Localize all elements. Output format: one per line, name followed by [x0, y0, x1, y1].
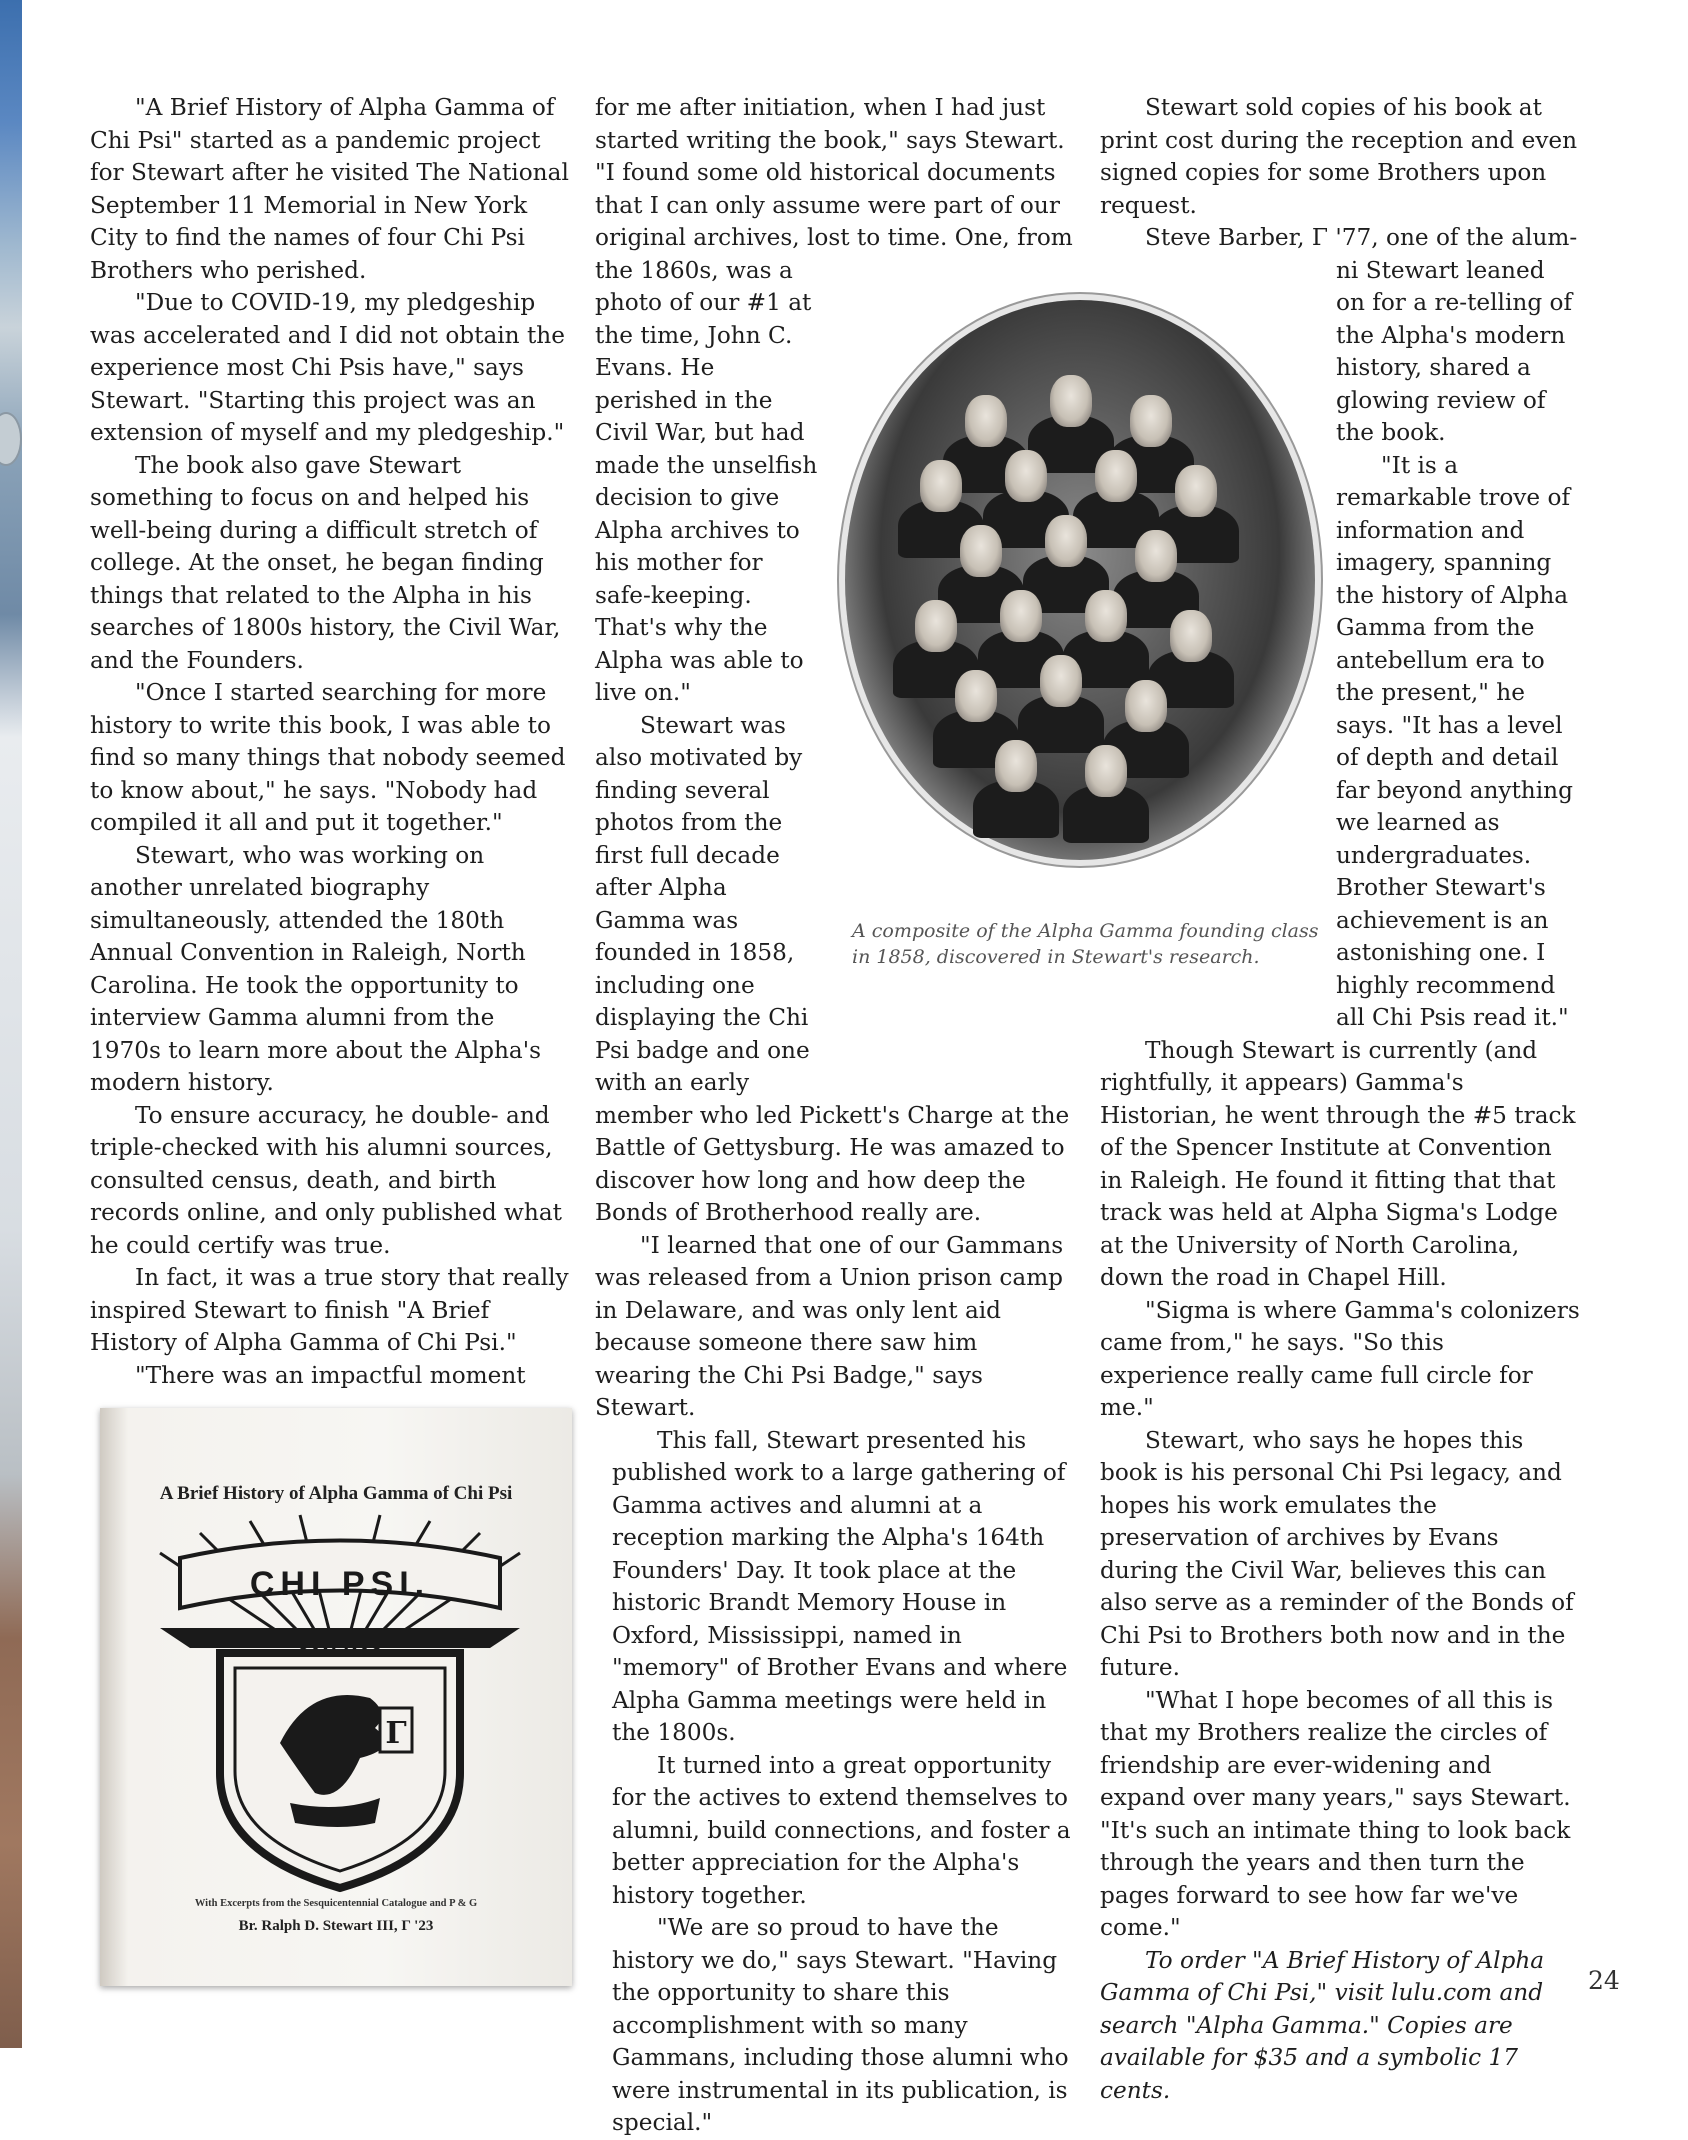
- crest-banner-text: CHI PSI.: [249, 1565, 431, 1603]
- portrait-face: [1175, 465, 1217, 517]
- portrait-face: [1135, 530, 1177, 582]
- portrait-face: [955, 670, 997, 722]
- paragraph: "We are so proud to have the history we do," says Stewart. "Having the opportunity to share this accomplishment with so many Gammans, including those alumni who were instrumental in its publication, is special.": [612, 1914, 1069, 2136]
- paragraph: member who led Pickett's Charge at the Battle of Gettysburg. He was amazed to discover how long and how deep the Bonds of Brotherhood really are.: [595, 1101, 1070, 1226]
- paragraph: In fact, it was a true story that really inspired Stewart to finish "A Brief History of Alpha Gamma of Chi Psi.": [90, 1264, 569, 1356]
- portrait-face: [1170, 610, 1212, 662]
- portrait-face: [1050, 375, 1092, 427]
- paragraph: "Due to COVID-19, my pledgeship was accelerated and I did not obtain the experience most Chi Psis have," says Stewart. "Starting this project was an extension of myself and my pledgeship.": [90, 289, 565, 446]
- portrait-face: [1095, 450, 1137, 502]
- portrait-face: [1040, 655, 1082, 707]
- portrait-face: [915, 600, 957, 652]
- column-1: [90, 92, 570, 1392]
- portrait-face: [1000, 590, 1042, 642]
- photo-caption: A composite of the Alpha Gamma founding class in 1858, discovered in Stewart's research.: [852, 920, 1319, 968]
- book-cover: [100, 1408, 572, 1986]
- svg-text:Γ: Γ: [385, 1716, 407, 1751]
- background-knob: [0, 412, 22, 466]
- paragraph: Steve Barber, Γ '77, one of the alum-: [1145, 224, 1578, 251]
- portrait-face: [1085, 745, 1127, 797]
- portrait-face: [1085, 590, 1127, 642]
- paragraph: "I learned that one of our Gammans was released from a Union prison camp in Delaware, and was only lent aid because someone there saw him wearing the Chi Psi Badge," says Stewart.: [595, 1231, 1064, 1421]
- paragraph: It turned into a great opportunity for the actives to extend themselves to alumni, build connections, and foster a better appreciation for the Alpha's history together.: [612, 1751, 1071, 1909]
- book-author: Br. Ralph D. Stewart III, Γ '23: [238, 1918, 434, 1934]
- paragraph: Stewart sold copies of his book at print cost during the reception and even signed copies for some Brothers upon request.: [1100, 94, 1578, 219]
- paragraph: Stewart, who was working on another unrelated biography simultaneously, attended the 180th Annual Convention in Raleigh, North Carolina. He took the opportunity to interview Gamma alumni from the 1970s to learn more about the Alpha's modern history.: [90, 841, 542, 1096]
- paragraph: Stewart was also motivated by finding several photos from the first full decade after Alpha Gamma was founded in 1858, including one displaying the Chi Psi badge and one with an early: [595, 711, 810, 1096]
- paragraph: Though Stewart is currently (and rightfully, it appears) Gamma's Historian, he went through the #5 track of the Spencer Institute at Convention in Raleigh. He found it fitting that that track was held at Alpha Sigma's Lodge at the University of North Carolina, down the road in Chapel Hill.: [1100, 1036, 1576, 1291]
- portrait-face: [920, 460, 962, 512]
- book-title: A Brief History of Alpha Gamma of Chi Psi: [159, 1483, 513, 1504]
- paragraph: Stewart, who says he hopes this book is his personal Chi Psi legacy, and hopes his work emulates the preservation of archives by Evans during the Civil War, believes this can also serve as a reminder of the Bonds of Chi Psi to Brothers both now and in the future.: [1100, 1426, 1574, 1681]
- paragraph: To ensure accuracy, he double- and triple-checked with his alumni sources, consulted census, death, and birth records online, and only published what he could certify was true.: [90, 1101, 562, 1259]
- portrait-face: [995, 740, 1037, 792]
- chi-psi-crest-icon: [140, 1513, 540, 1913]
- paragraph: "Once I started searching for more history to write this book, I was able to find so many things that nobody seemed to know about," he says. "Nobody had compiled it all and put it together.": [90, 679, 566, 836]
- portrait-face: [965, 395, 1007, 447]
- paragraph: "There was an impactful moment: [135, 1361, 526, 1389]
- paragraph: "What I hope becomes of all this is that my Brothers realize the circles of friendship are ever-widening and expand over many years," says Stewart. "It's such an intimate thing to look back through the years and then turn the pages forward to see how far we've come.": [1100, 1686, 1571, 1941]
- quote-paragraph: "It is a remarkable trove of information and imagery, spanning the history of Alpha Gamma from the antebellum era to the present," he says. "It has a level of depth and detail far beyond anything we learned as undergraduates. Brother Stewart's achievement is an astonishing one. I highly recommend all Chi Psis read it.": [1336, 451, 1573, 1031]
- founding-class-photo: [845, 300, 1315, 860]
- portrait-face: [1045, 515, 1087, 567]
- portrait-face: [1130, 395, 1172, 447]
- background-photo-strip: [0, 0, 22, 2048]
- portrait-face: [1125, 680, 1167, 732]
- page-number: 24: [1588, 1966, 1620, 1995]
- order-info: To order "A Brief History of Alpha Gamma of Chi Psi," visit lulu.com and search "Alpha Gamma." Copies are available for $35 and a symbolic 17 cents.: [1100, 1946, 1545, 2104]
- portrait-face: [1005, 450, 1047, 502]
- paragraph: the 1860s, was a photo of our #1 at the time, John C. Evans. He perished in the Civil War, but had made the unselfish decision to give Alpha archives to his mother for safe-keeping. That's why the Alpha was able to live on.": [595, 256, 818, 706]
- book-excerpt-note: With Excerpts from the Sesquicentennial Catalogue and P & G: [194, 1898, 478, 1909]
- paragraph: "Sigma is where Gamma's colonizers came from," he says. "So this experience really came full circle for me.": [1100, 1296, 1580, 1421]
- paragraph: "A Brief History of Alpha Gamma of Chi Psi" started as a pandemic project for Stewart after he visited The National September 11 Memorial in New York City to find the names of four Chi Psi Brothers who perished.: [90, 94, 569, 284]
- portrait-face: [960, 525, 1002, 577]
- paragraph: This fall, Stewart presented his published work to a large gathering of Gamma actives and alumni at a reception marking the Alpha's 164th Founders' Day. It took place at the historic Brandt Memory House in Oxford, Mississippi, named in "memory" of Brother Evans and where Alpha Gamma meetings were held in the 1800s.: [612, 1426, 1068, 1746]
- paragraph: for me after initiation, when I had just started writing the book," says Stewart. "I found some old historical documents that I can only assume were part of our original archives, lost to time. One, from: [595, 94, 1073, 251]
- paragraph: The book also gave Stewart something to focus on and helped his well-being during a difficult stretch of college. At the onset, he began finding things that related to the Alpha in his searches of 1800s history, the Civil War, and the Founders.: [90, 451, 561, 674]
- paragraph: ni Stewart leaned on for a re-telling of the Alpha's modern history, shared a glowing review of the book.: [1336, 256, 1573, 446]
